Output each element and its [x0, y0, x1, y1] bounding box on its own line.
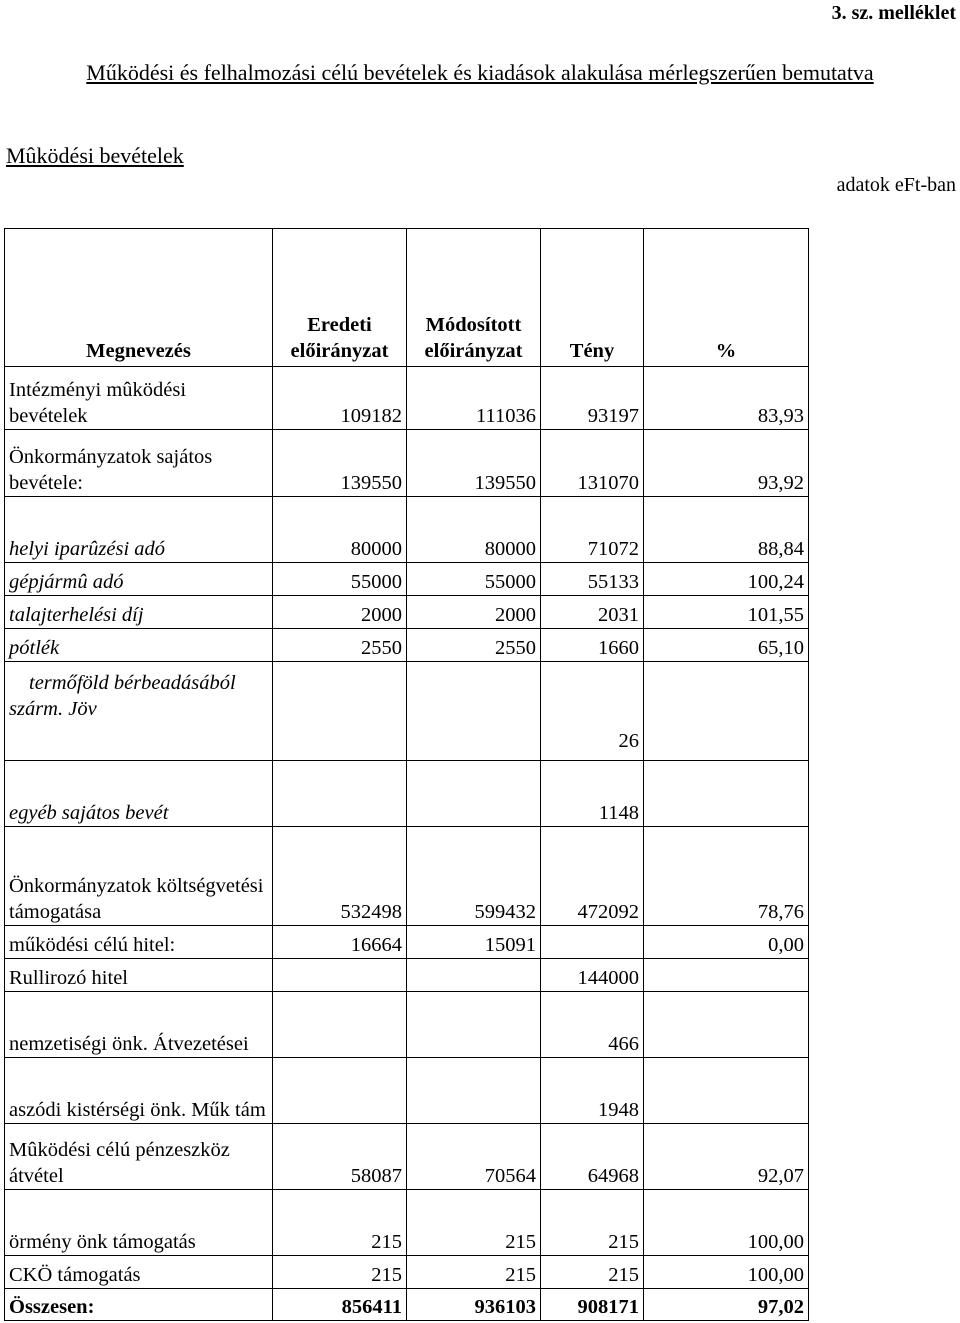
row-label: nemzetiségi önk. Átvezetései [5, 992, 273, 1058]
cell-percent: 100,24 [644, 563, 809, 596]
table-row [5, 1058, 809, 1124]
section-heading: Mûködési bevételek [6, 143, 184, 168]
cell-percent [644, 992, 809, 1058]
cell-original [273, 959, 407, 992]
cell-actual: 1660 [541, 629, 644, 662]
cell-modified: 2550 [407, 629, 541, 662]
row-label: aszódi kistérségi önk. Műk tám [5, 1058, 273, 1124]
cell-actual: 1948 [541, 1058, 644, 1124]
cell-actual: 144000 [541, 959, 644, 992]
table-row [5, 992, 809, 1058]
row-label: egyéb sajátos bevét [5, 761, 273, 827]
cell-modified: 15091 [407, 926, 541, 959]
annex-label: 3. sz. melléklet [831, 2, 956, 24]
cell-actual: 215 [541, 1256, 644, 1289]
unit-note: adatok eFt-ban [836, 174, 956, 196]
table-row [5, 1124, 809, 1190]
cell-modified: 2000 [407, 596, 541, 629]
table-row [5, 761, 809, 827]
cell-percent [644, 1058, 809, 1124]
cell-modified [407, 761, 541, 827]
table-row [5, 959, 809, 992]
cell-actual: 466 [541, 992, 644, 1058]
cell-actual: 2031 [541, 596, 644, 629]
table-row [5, 1256, 809, 1289]
table-row [5, 662, 809, 761]
header-row [5, 229, 809, 367]
cell-modified [407, 662, 541, 761]
cell-original [273, 992, 407, 1058]
cell-original: 2550 [273, 629, 407, 662]
total-percent: 97,02 [644, 1289, 809, 1321]
header-name: Megnevezés [5, 229, 273, 367]
table-row [5, 596, 809, 629]
cell-actual: 472092 [541, 827, 644, 926]
cell-modified: 139550 [407, 430, 541, 497]
cell-actual: 215 [541, 1190, 644, 1256]
cell-modified: 70564 [407, 1124, 541, 1190]
cell-percent [644, 662, 809, 761]
row-label: pótlék [5, 629, 273, 662]
table-row [5, 926, 809, 959]
row-label: működési célú hitel: [5, 926, 273, 959]
cell-percent: 101,55 [644, 596, 809, 629]
cell-modified [407, 1058, 541, 1124]
cell-original: 58087 [273, 1124, 407, 1190]
cell-original [273, 1058, 407, 1124]
revenue-table [4, 228, 809, 1321]
row-label: Önkormányzatok sajátos bevétele: [5, 430, 273, 497]
cell-percent: 65,10 [644, 629, 809, 662]
cell-original [273, 662, 407, 761]
cell-percent [644, 761, 809, 827]
table-row [5, 563, 809, 596]
cell-original [273, 761, 407, 827]
header-percent: % [644, 229, 809, 367]
table-row [5, 1190, 809, 1256]
cell-percent: 100,00 [644, 1256, 809, 1289]
cell-original: 215 [273, 1190, 407, 1256]
table-row [5, 827, 809, 926]
total-row [5, 1289, 809, 1321]
total-label: Összesen: [5, 1289, 273, 1321]
row-label: Mûködési célú pénzeszköz átvétel [5, 1124, 273, 1190]
cell-modified: 215 [407, 1190, 541, 1256]
header-original: Eredeti előirányzat [273, 229, 407, 367]
cell-modified: 599432 [407, 827, 541, 926]
header-modified: Módosított előirányzat [407, 229, 541, 367]
total-modified: 936103 [407, 1289, 541, 1321]
cell-modified [407, 959, 541, 992]
cell-percent: 0,00 [644, 926, 809, 959]
cell-modified: 55000 [407, 563, 541, 596]
cell-actual: 26 [541, 662, 644, 761]
cell-original: 80000 [273, 497, 407, 563]
cell-percent: 78,76 [644, 827, 809, 926]
cell-actual [541, 926, 644, 959]
cell-original: 2000 [273, 596, 407, 629]
cell-modified [407, 992, 541, 1058]
cell-modified: 215 [407, 1256, 541, 1289]
total-original: 856411 [273, 1289, 407, 1321]
row-label: Rullirozó hitel [5, 959, 273, 992]
row-label: talajterhelési díj [5, 596, 273, 629]
cell-modified: 111036 [407, 367, 541, 430]
cell-original: 55000 [273, 563, 407, 596]
cell-percent: 83,93 [644, 367, 809, 430]
header-actual: Tény [541, 229, 644, 367]
table-row [5, 367, 809, 430]
cell-actual: 71072 [541, 497, 644, 563]
cell-original: 532498 [273, 827, 407, 926]
cell-actual: 55133 [541, 563, 644, 596]
cell-actual: 64968 [541, 1124, 644, 1190]
table-row [5, 629, 809, 662]
cell-original: 139550 [273, 430, 407, 497]
cell-modified: 80000 [407, 497, 541, 563]
cell-original: 109182 [273, 367, 407, 430]
cell-percent: 92,07 [644, 1124, 809, 1190]
cell-original: 16664 [273, 926, 407, 959]
total-actual: 908171 [541, 1289, 644, 1321]
row-label: helyi iparûzési adó [5, 497, 273, 563]
document-title: Működési és felhalmozási célú bevételek és kiadások alakulása mérlegszerűen bemutatva [86, 60, 874, 85]
row-label: Önkormányzatok költségvetési támogatása [5, 827, 273, 926]
cell-actual: 1148 [541, 761, 644, 827]
row-label: örmény önk támogatás [5, 1190, 273, 1256]
cell-actual: 131070 [541, 430, 644, 497]
cell-percent [644, 959, 809, 992]
cell-percent: 93,92 [644, 430, 809, 497]
cell-original: 215 [273, 1256, 407, 1289]
row-label: CKÖ támogatás [5, 1256, 273, 1289]
table-row [5, 430, 809, 497]
table-row [5, 497, 809, 563]
cell-actual: 93197 [541, 367, 644, 430]
row-label: Intézményi mûködési bevételek [5, 367, 273, 430]
cell-percent: 100,00 [644, 1190, 809, 1256]
row-label: gépjármû adó [5, 563, 273, 596]
cell-percent: 88,84 [644, 497, 809, 563]
row-label: termőföld bérbeadásából szárm. Jöv [5, 662, 273, 761]
